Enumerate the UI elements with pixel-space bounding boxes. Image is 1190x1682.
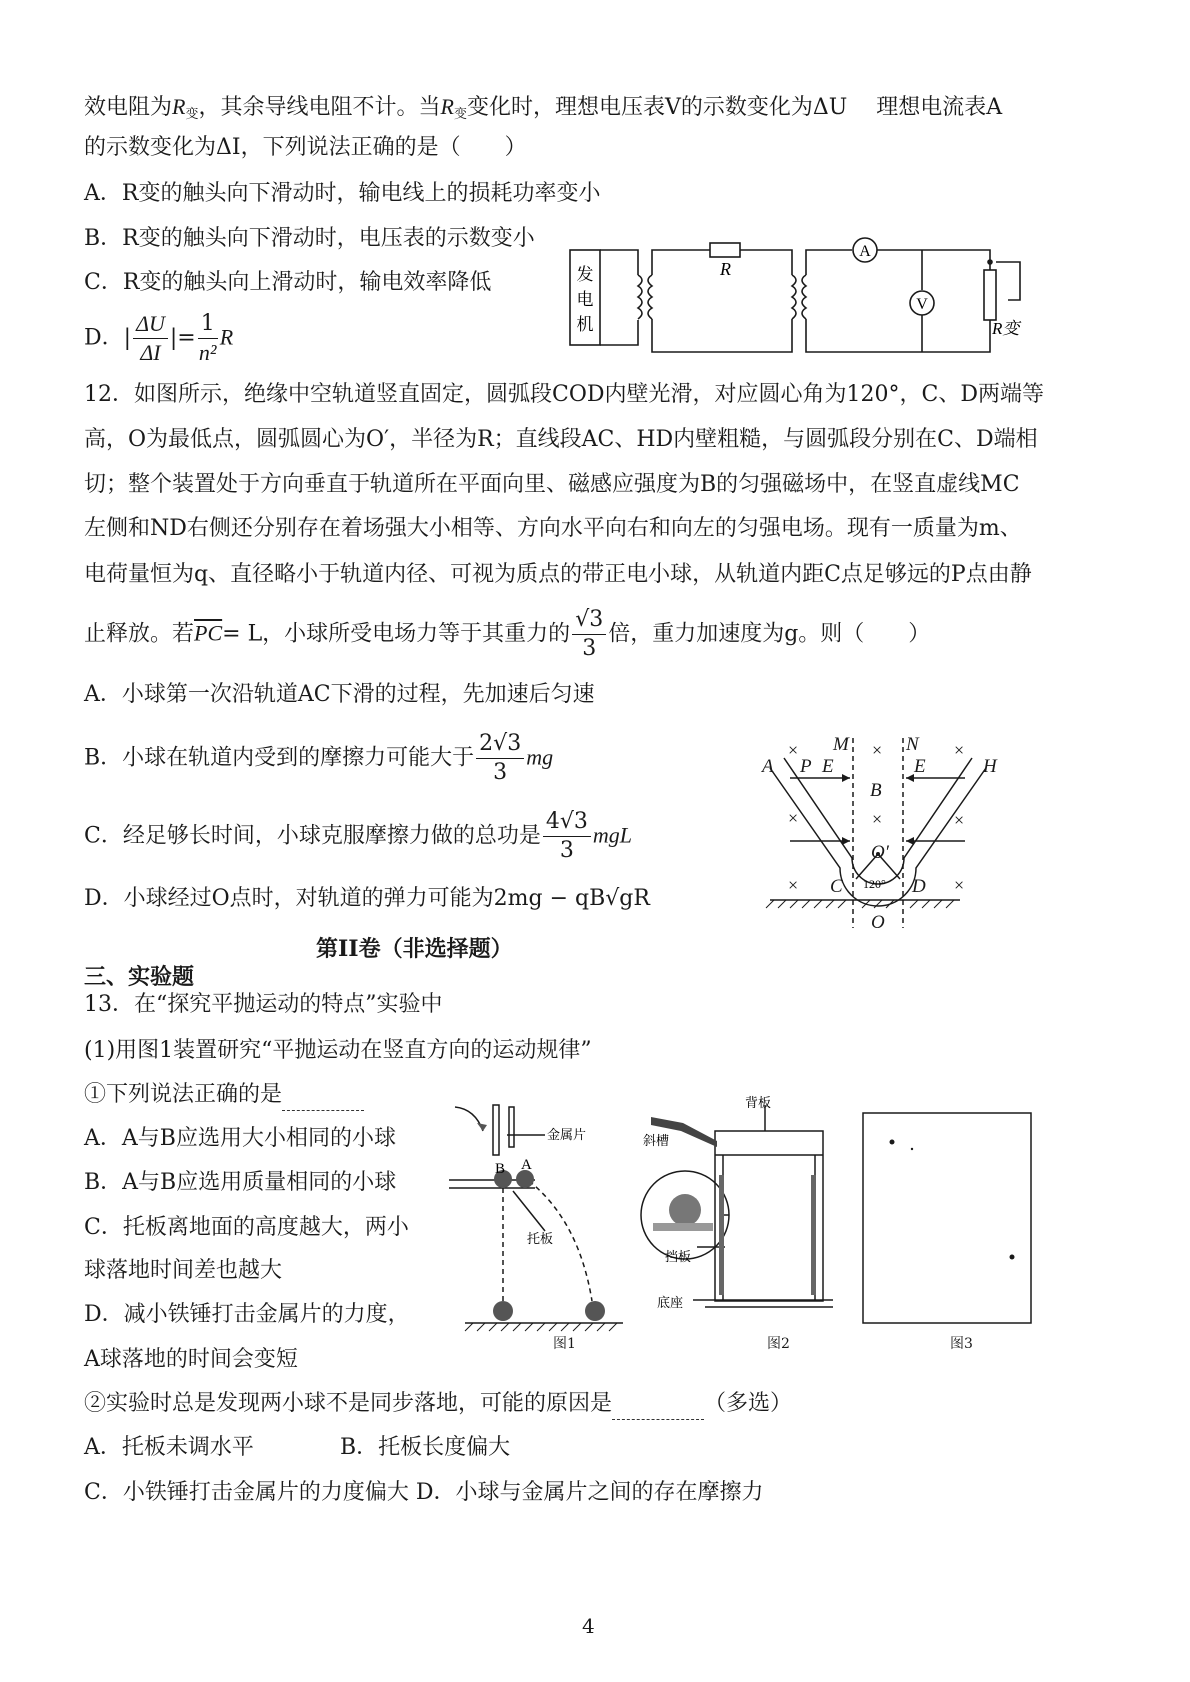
q12-line1: 12．如图所示，绝缘中空轨道竖直固定，圆弧段COD内壁光滑，对应圆心角为120°，C、D两端等 — [84, 382, 1044, 407]
q11-option-b: B．R变的触头向下滑动时，电压表的示数变小 — [84, 226, 535, 251]
base-label: 底座 — [657, 1295, 684, 1310]
figure-1-caption: 图1 — [553, 1336, 576, 1352]
ammeter-label: A — [859, 243, 871, 260]
figure-2-caption: 图2 — [767, 1336, 790, 1352]
figure-3-record-paper — [862, 1112, 1034, 1326]
label-angle: 120° — [863, 877, 886, 891]
voltmeter-label: V — [916, 296, 928, 313]
q12-option-d: D．小球经过O点时，对轨道的弹力可能为2mg − qB√gR — [84, 886, 650, 911]
q12-option-c: C．经足够长时间，小球克服摩擦力做的总功是 $\frac{4√3}{3}$ mgL — [84, 809, 632, 863]
part-two-title: 第II卷（非选择题） — [316, 936, 513, 962]
q13-part-1: ①下列说法正确的是 — [84, 1080, 364, 1111]
figure-2-apparatus — [635, 1095, 845, 1325]
cross-mark: × — [954, 875, 965, 895]
q13-option-b: B．A与B应选用质量相同的小球 — [84, 1170, 397, 1195]
q12-option-a: A．小球第一次沿轨道AC下滑的过程，先加速后匀速 — [84, 682, 595, 707]
cross-mark: × — [788, 808, 799, 828]
cross-mark: × — [954, 740, 965, 760]
q13-part2-options-cd: C．小铁锤打击金属片的力度偏大 D．小球与金属片之间的存在摩擦力 — [84, 1480, 764, 1505]
label-b: B — [870, 780, 882, 801]
label-p: P — [800, 756, 812, 777]
cross-mark: × — [872, 809, 883, 829]
q13-part-2: ②实验时总是发现两小球不是同步落地，可能的原因是 （多选） — [84, 1389, 792, 1420]
figure-1-apparatus — [445, 1095, 635, 1335]
section-heading: 三、实验题 — [84, 964, 195, 990]
label-h: H — [983, 756, 997, 777]
q13-option-d-line1: D．减小铁锤打击金属片的力度， — [84, 1302, 410, 1327]
cross-mark: × — [954, 810, 965, 830]
ball-b-label: B — [495, 1161, 506, 1177]
label-e-right: E — [914, 756, 926, 777]
q12-line2: 高，O为最低点，圆弧圆心为O′，半径为R；直线段AC、HD内壁粗糙，与圆弧段分别在C、D端相 — [84, 427, 1038, 452]
transmission-circuit-diagram — [560, 230, 1040, 370]
ball-a-label: A — [521, 1157, 532, 1173]
q13-option-d-line2: A球落地的时间会变短 — [84, 1347, 298, 1372]
back-board-label: 背板 — [745, 1095, 772, 1110]
q13-intro: 13．在“探究平抛运动的特点”实验中 — [84, 992, 443, 1017]
page-number: 4 — [582, 1614, 595, 1638]
cross-mark: × — [872, 740, 883, 760]
label-e-left: E — [822, 756, 834, 777]
label-n: N — [906, 734, 919, 755]
figure-3-caption: 图3 — [950, 1336, 973, 1352]
q12-option-b: B．小球在轨道内受到的摩擦力可能大于 $\frac{2√3}{3}$ mg — [84, 731, 554, 785]
label-a: A — [762, 756, 774, 777]
variable-resistor-label: R变 — [992, 319, 1020, 338]
q13-part2-option-b: B．托板长度偏大 — [340, 1435, 511, 1460]
resistor-label: R — [720, 259, 731, 279]
label-c: C — [830, 876, 843, 897]
q11-option-d: D．| $\frac{\Delta U}{\Delta I}$ |= $\frac{1}{\text{n²}}$ R — [84, 311, 234, 365]
q13-option-c-line2: 球落地时间差也越大 — [84, 1258, 283, 1283]
chute-label: 斜槽 — [643, 1133, 670, 1148]
label-m: M — [833, 734, 849, 755]
q11-option-a: A．R变的触头向下滑动时，输电线上的损耗功率变小 — [84, 181, 601, 206]
q11-option-c: C．R变的触头向上滑动时，输电效率降低 — [84, 270, 492, 295]
q13-option-a: A．A与B应选用大小相同的小球 — [84, 1126, 396, 1151]
metal-plate-label: 金属片 — [547, 1127, 587, 1142]
q12-line3: 切；整个装置处于方向垂直于轨道所在平面向里、磁感应强度为B的匀强磁场中，在竖直虚线MC — [84, 472, 1020, 497]
tray-label: 托板 — [527, 1231, 554, 1246]
label-d: D — [912, 876, 926, 897]
q11-line2: 的示数变化为ΔI，下列说法正确的是（ ） — [84, 135, 527, 160]
generator-label-3: 机 — [576, 315, 594, 334]
q12-line4: 左侧和ND右侧还分别存在着场强大小相等、方向水平向右和向左的匀强电场。现有一质量为m、 — [84, 516, 1022, 541]
cross-mark: × — [788, 740, 799, 760]
label-o: O — [871, 912, 885, 933]
track-field-diagram — [760, 728, 1040, 938]
q11-line1: 效电阻为$R_变$，其余导线电阻不计。当$R_变$变化时，理想电压表V的示数变化为ΔU 理想电流表A — [84, 94, 1003, 122]
q13-part2-option-a: A．托板未调水平 — [84, 1435, 254, 1460]
q12-line5: 电荷量恒为q、直径略小于轨道内径、可视为质点的带正电小球，从轨道内距C点足够远的P点由静 — [84, 562, 1032, 587]
generator-label-1: 发 — [576, 265, 594, 284]
label-o-prime: O′ — [871, 842, 889, 863]
q12-line6: 止释放。若$\overline{PC}= L$，小球所受电场力等于其重力的 $\frac{√3}{3}$ 倍，重力加速度为g。则（ ） — [84, 607, 931, 661]
cross-mark: × — [788, 875, 799, 895]
q13-option-c-line1: C．托板离地面的高度越大，两小 — [84, 1215, 409, 1240]
generator-label-2: 电 — [576, 290, 594, 309]
q13-subquestion-1: (1)用图1装置研究“平抛运动在竖直方向的运动规律” — [84, 1038, 592, 1063]
baffle-label: 挡板 — [665, 1249, 692, 1264]
